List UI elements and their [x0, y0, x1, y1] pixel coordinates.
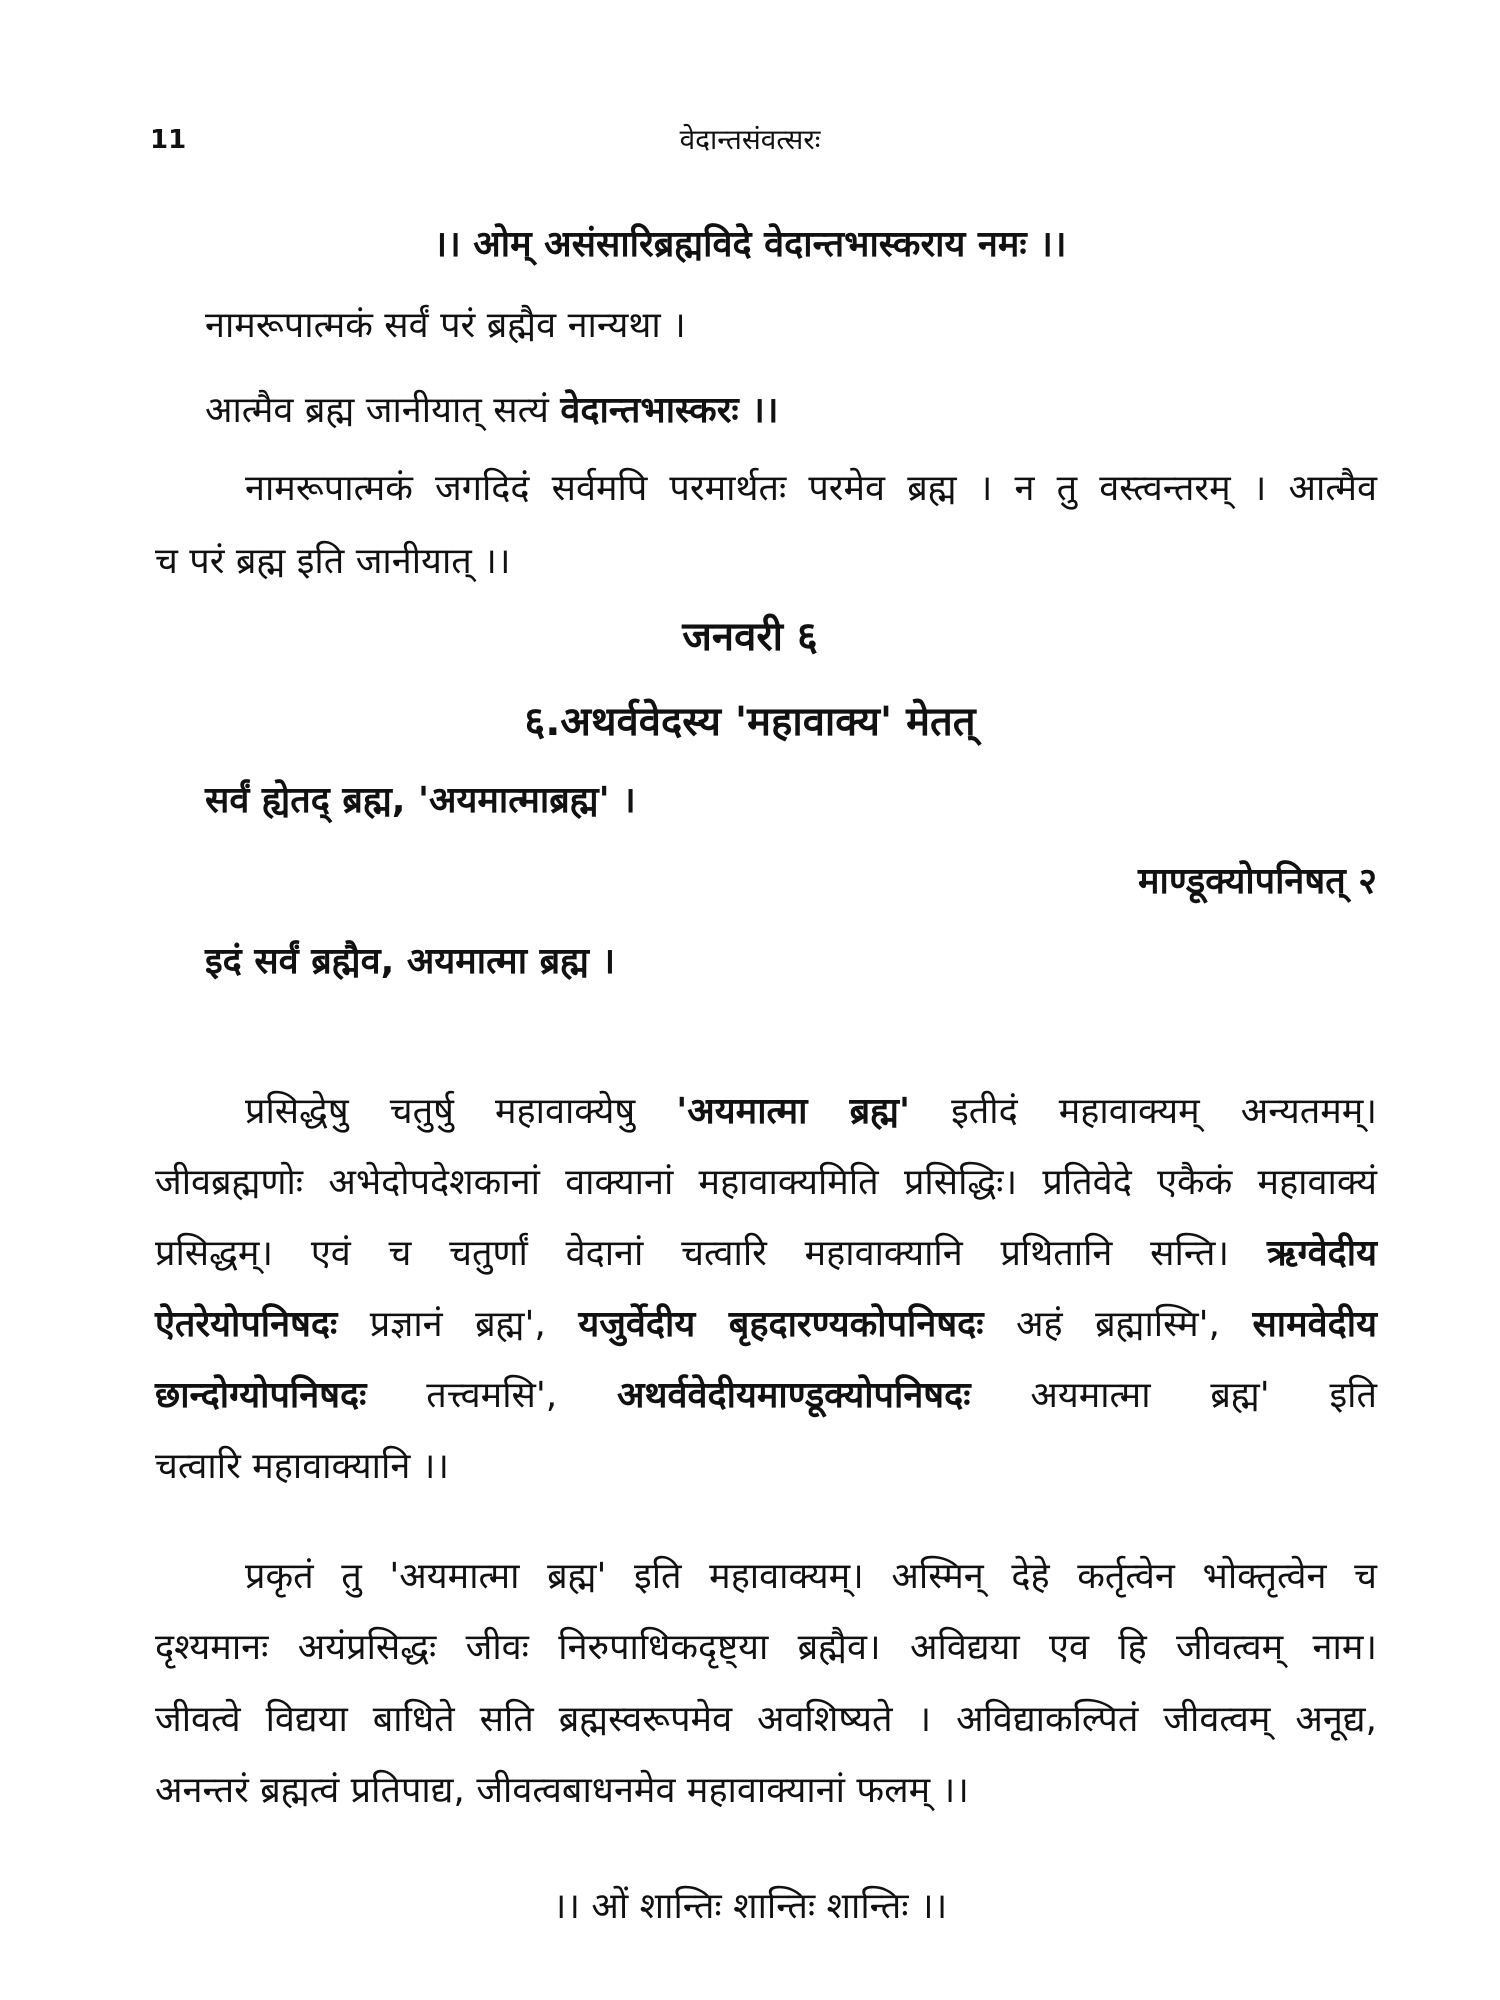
text-line [155, 857, 1377, 907]
bold-text-segment: इदं सर्वं ब्रह्मैव, अयमात्मा ब्रह्म । [205, 941, 616, 982]
text-line [0, 612, 1500, 662]
bold-text-segment: यजुर्वेदीय बृहदारण्यकोपनिषदः [578, 1304, 984, 1345]
bold-text-segment: ।। ओम् असंसारिब्रह्मविदे वेदान्तभास्कराय नमः ।। [433, 224, 1067, 265]
page-number: 11 [150, 125, 187, 155]
bold-text-segment: छान्दोग्योपनिषदः [155, 1375, 367, 1416]
text-line [155, 1229, 1377, 1279]
text-segment: ।। ओं शान्तिः शान्तिः शान्तिः ।। [552, 1886, 948, 1927]
text-line [155, 1300, 1377, 1350]
running-title: वेदान्तसंवत्सरः [679, 123, 821, 156]
bold-text-segment: अथर्ववेदीयमाण्डूक्योपनिषदः [617, 1375, 971, 1416]
text-segment: प्रसिद्धम्। एवं च चतुर्णां वेदानां चत्वारि महावाक्यानि प्रथितानि सन्ति। [155, 1233, 1267, 1274]
text-segment: चत्वारि महावाक्यानि ।। [155, 1446, 450, 1487]
bold-text-segment: 'अयमात्मा ब्रह्म' [676, 1091, 911, 1132]
text-line [155, 1158, 1377, 1208]
bold-text-segment: ऋग्वेदीय [1266, 1233, 1377, 1274]
bold-text-segment: ऐतरेयोपनिषदः [155, 1304, 338, 1345]
text-segment: जीवब्रह्मणोः अभेदोपदेशकानां वाक्यानां महावाक्यमिति प्रसिद्धिः। प्रतिवेदे एकैकं महावाक्यं [155, 1162, 1377, 1203]
text-segment: प्रसिद्धेषु चतुर्षु महावाक्येषु [245, 1091, 677, 1132]
bold-text-segment: वेदान्तभास्करः ।। [560, 390, 779, 431]
bold-text-segment: जनवरी ६ [682, 614, 818, 660]
text-segment: नामरूपात्मकं सर्वं परं ब्रह्मैव नान्यथा । [205, 305, 686, 346]
text-segment: प्रज्ञानं ब्रह्म', [337, 1304, 579, 1345]
text-line [155, 537, 1377, 587]
text-line [0, 697, 1500, 747]
text-line [155, 1766, 1377, 1816]
text-segment: आत्मैव ब्रह्म जानीयात् सत्यं [205, 390, 561, 431]
text-line [245, 1552, 1377, 1602]
text-line [155, 1442, 1377, 1492]
text-segment: अयमात्मा ब्रह्म' इति [970, 1375, 1377, 1416]
text-segment: नामरूपात्मकं जगदिदं सर्वमपि परमार्थतः परमेव ब्रह्म । न तु वस्त्वन्तरम् । आत्मैव [245, 468, 1377, 509]
text-line [155, 1695, 1377, 1745]
text-line [205, 386, 1377, 436]
bold-text-segment: सर्वं ह्येतद् ब्रह्म, 'अयमात्माब्रह्म' । [205, 780, 636, 821]
text-segment: च परं ब्रह्म इति जानीयात् ।। [155, 541, 511, 582]
text-line [205, 301, 1377, 351]
text-segment: तत्त्वमसि', [366, 1375, 618, 1416]
bold-text-segment: सामवेदीय [1252, 1304, 1377, 1345]
bold-text-segment: ६.अथर्ववेदस्य 'महावाक्य' मेतत् [524, 699, 976, 745]
text-line [0, 1882, 1500, 1932]
text-segment: अनन्तरं ब्रह्मत्वं प्रतिपाद्य, जीवत्वबाधनमेव महावाक्यानां फलम् ।। [155, 1770, 969, 1811]
text-line [245, 1087, 1377, 1137]
text-line [205, 937, 1377, 987]
bold-text-segment: माण्डूक्योपनिषत् २ [1137, 861, 1377, 902]
text-segment: दृश्यमानः अयंप्रसिद्धः जीवः निरुपाधिकदृष्ट्या ब्रह्मैव। अविद्यया एव हि जीवत्वम् नाम। [155, 1627, 1377, 1668]
text-line [155, 1623, 1377, 1673]
text-segment: जीवत्वे विद्यया बाधिते सति ब्रह्मस्वरूपमेव अवशिष्यते । अविद्याकल्पितं जीवत्वम् अनूद्य, [155, 1699, 1377, 1740]
text-segment: प्रकृतं तु 'अयमात्मा ब्रह्म' इति महावाक्यम्। अस्मिन् देहे कर्तृत्वेन भोक्तृत्वेन च [245, 1556, 1377, 1597]
text-line [205, 776, 1377, 826]
text-segment: अहं ब्रह्मास्मि', [983, 1304, 1253, 1345]
text-segment: इतीदं महावाक्यम् अन्यतमम्। [910, 1091, 1377, 1132]
text-line [0, 220, 1500, 270]
text-line [155, 1371, 1377, 1421]
text-line [245, 464, 1377, 514]
